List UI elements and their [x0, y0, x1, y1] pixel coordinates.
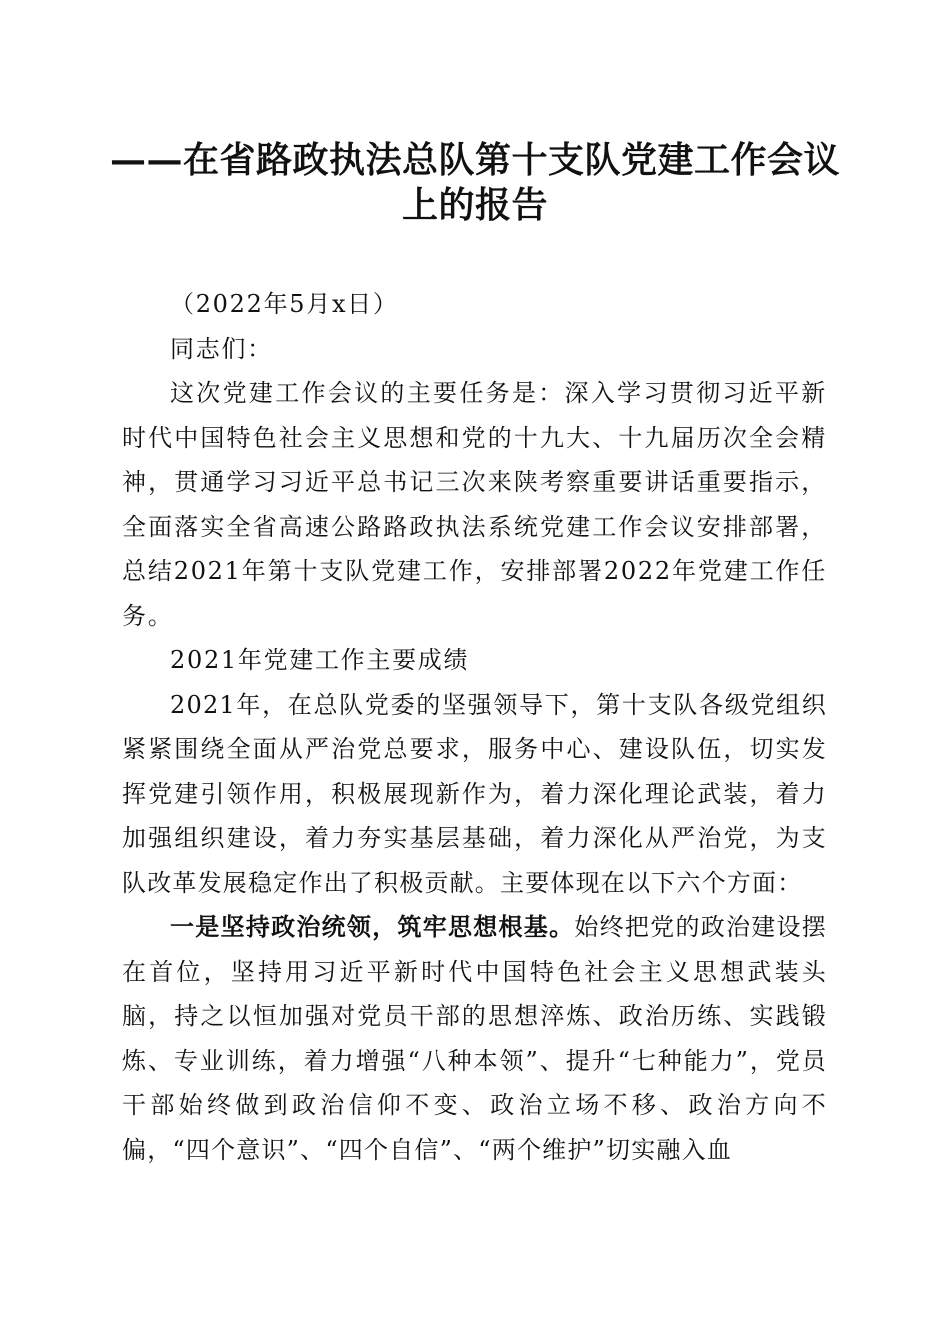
point-one-paragraph: [122, 905, 827, 1172]
salutation: 同志们：: [170, 334, 273, 363]
document-body: [122, 282, 827, 1172]
achievements-paragraph: 2021年，在总队党委的坚强领导下，第十支队各级党组织紧紧围绕全面从严治党总要求，服务中心、建设队伍，切实发挥党建引领作用，积极展现新作为，着力深化理论武装，着力加强组织建设，着力夯实基层基础，着力深化从严治党，为支队改革发展稳定作出了积极贡献。主要体现在以下六个方面：: [122, 690, 827, 897]
section-heading: 2021年党建工作主要成绩: [170, 646, 470, 674]
point-one-lead: 一是坚持政治统领，筑牢思想根基。: [170, 912, 575, 941]
point-one-body: 始终把党的政治建设摆在首位，坚持用习近平新时代中国特色社会主义思想武装头脑，持之以恒加强对党员干部的思想淬炼、政治历练、实践锻炼、专业训练，着力增强“八种本领”、提升“七种能力”，党员干部始终做到政治信仰不变、政治立场不移、政治方向不偏，“四个意识”、“四个自信”、“两个维护”切实融入血: [122, 913, 828, 1164]
intro-paragraph: 这次党建工作会议的主要任务是：深入学习贯彻习近平新时代中国特色社会主义思想和党的十九大、十九届历次全会精神，贯通学习习近平总书记三次来陕考察重要讲话重要指示，全面落实全省高速公路路政执法系统党建工作会议安排部署，总结2021年第十支队党建工作，安排部署2022年党建工作任务。: [122, 379, 827, 630]
document-title: ——在省路政执法总队第十支队党建工作会议上的报告: [110, 139, 841, 226]
date-line: （2022年5月x日）: [170, 290, 399, 318]
